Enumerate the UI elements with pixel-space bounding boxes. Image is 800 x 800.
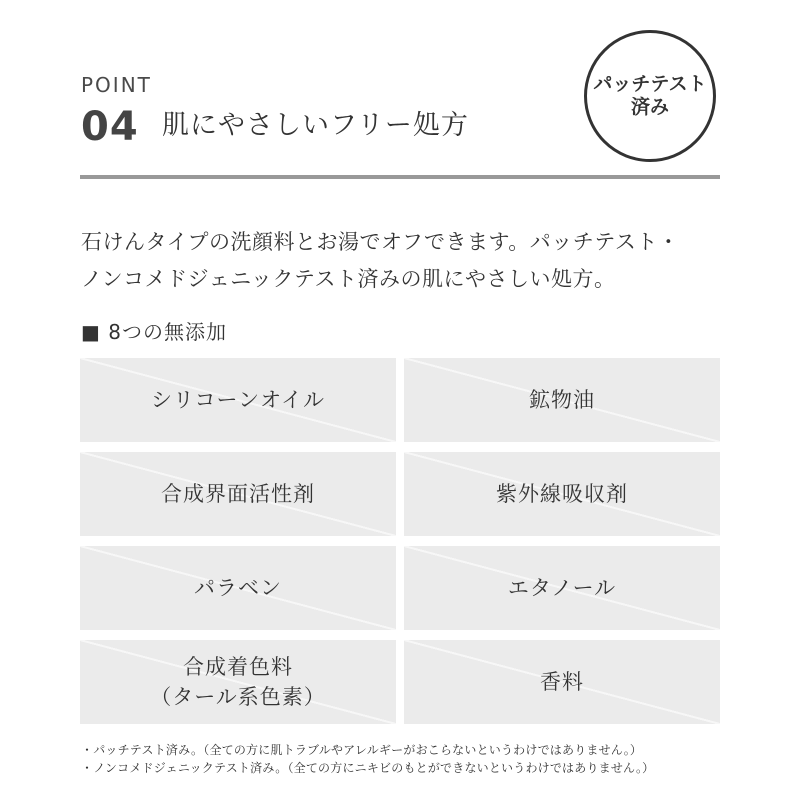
additive-free-item: 合成着色料 （タール系色素） xyxy=(80,640,396,724)
additive-free-item: エタノール xyxy=(404,546,720,630)
additive-free-heading: ■ 8つの無添加 xyxy=(81,320,227,344)
point-title: 肌にやさしいフリー処方 xyxy=(162,110,469,141)
point-label: POINT xyxy=(81,73,152,97)
description-text: 石けんタイプの洗顔料とお湯でオフできます。パッチテスト・ ノンコメドジェニックテスト済みの肌にやさしい処方。 xyxy=(81,230,680,291)
patch-test-badge xyxy=(584,30,716,162)
footnote-patch-test: ・パッチテスト済み。（全ての方に肌トラブルやアレルギーがおこらないというわけではありません。） xyxy=(81,743,643,757)
additive-free-grid xyxy=(80,358,720,724)
additive-free-item: パラベン xyxy=(80,546,396,630)
additive-free-item: 鉱物油 xyxy=(404,358,720,442)
additive-free-item: 紫外線吸収剤 xyxy=(404,452,720,536)
footnotes xyxy=(81,741,781,777)
additive-free-item: 合成界面活性剤 xyxy=(80,452,396,536)
header-divider xyxy=(80,175,720,179)
badge-text: パッチテスト 済み xyxy=(593,73,707,118)
additive-free-item: 香料 xyxy=(404,640,720,724)
additive-free-item: シリコーンオイル xyxy=(80,358,396,442)
point-number: 04 xyxy=(81,104,139,150)
footnote-noncomedogenic: ・ノンコメドジェニックテスト済み。（全ての方にニキビのもとができないというわけではありません。） xyxy=(81,761,655,775)
